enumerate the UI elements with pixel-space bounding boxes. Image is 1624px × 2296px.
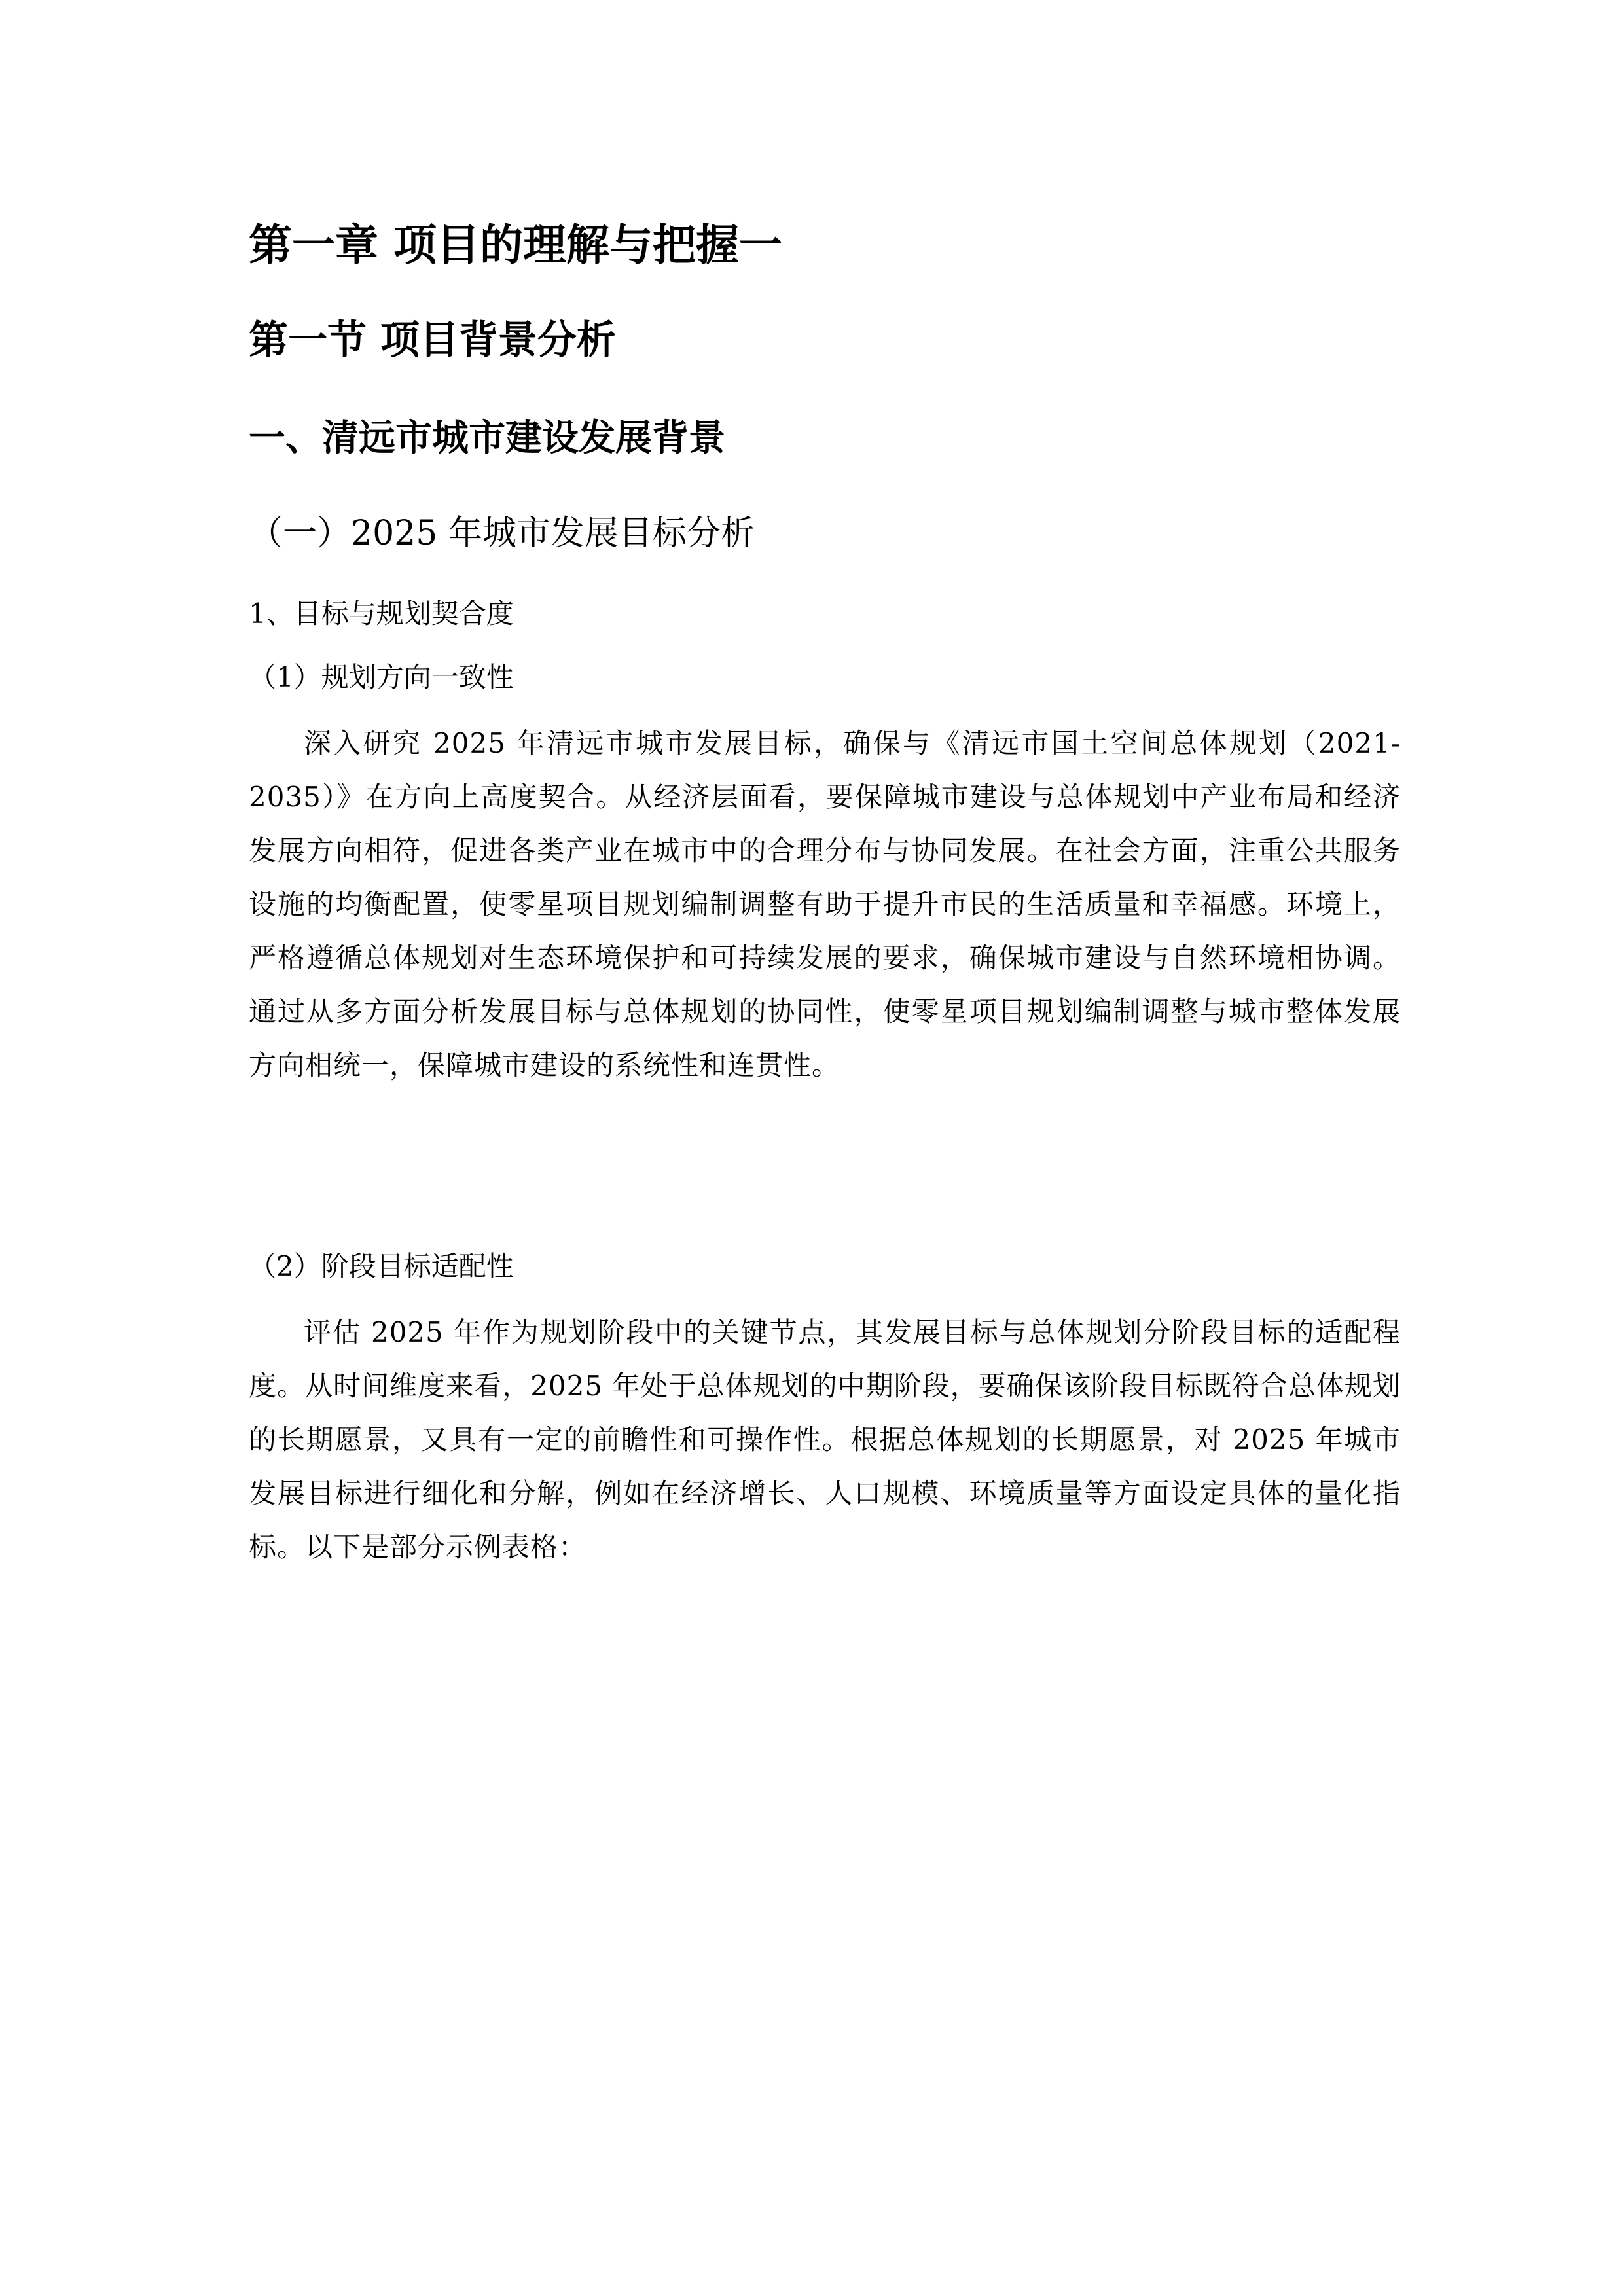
point2-title: （2）阶段目标适配性 [249, 1250, 514, 1282]
chapter-title: 第一章 项目的理解与把握一 [249, 220, 782, 270]
point2-paragraph: 评估 2025 年作为规划阶段中的关键节点，其发展目标与总体规划分阶段目标的适配程度。从时间维度来看，2025 年处于总体规划的中期阶段，要确保该阶段目标既符合总体规划的长期愿景，又具有一定的前瞻性和可操作性。根据总体规划的长期愿景，对 2025 年城市发展目标进行细化和分解，例如在经济增长、人口规模、环境质量等方面设定具体的量化指标。以下是部分示例表格： [249, 1316, 1401, 1563]
item-title: 1、目标与规划契合度 [249, 598, 514, 630]
point1-paragraph: 深入研究 2025 年清远市城市发展目标，确保与《清远市国土空间总体规划（2021-2035）》在方向上高度契合。从经济层面看，要保障城市建设与总体规划中产业布局和经济发展方向相符，促进各类产业在城市中的合理分布与协同发展。在社会方面，注重公共服务设施的均衡配置，使零星项目规划编制调整有助于提升市民的生活质量和幸福感。环境上，严格遵循总体规划对生态环境保护和可持续发展的要求，确保城市建设与自然环境相协调。通过从多方面分析发展目标与总体规划的协同性，使零星项目规划编制调整与城市整体发展方向相统一，保障城市建设的系统性和连贯性。 [249, 727, 1401, 1081]
part-title: （一）2025 年城市发展目标分析 [249, 514, 755, 553]
point1-title: （1）规划方向一致性 [249, 661, 514, 693]
subsection-title: 一、清远市城市建设发展背景 [249, 417, 725, 459]
section-title: 第一节 项目背景分析 [249, 317, 616, 363]
